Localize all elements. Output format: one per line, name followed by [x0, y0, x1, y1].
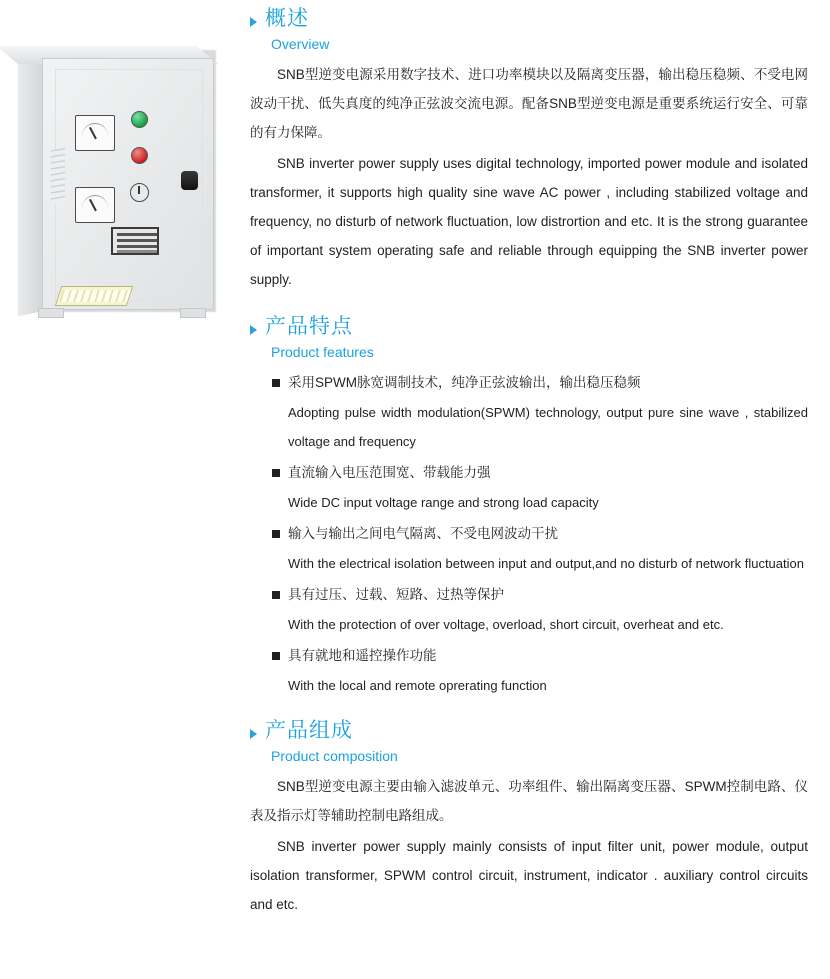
- green-indicator-lamp-icon: [131, 111, 148, 128]
- list-item: [272, 458, 808, 517]
- cabinet-foot-left: [38, 308, 64, 318]
- triangle-bullet-icon: [250, 729, 257, 739]
- feature-cn-row: [272, 458, 808, 488]
- product-photo-cabinet: [12, 40, 237, 320]
- feature-text-en: With the electrical isolation between input and output,and no disturb of network fluctuation: [288, 556, 804, 571]
- feature-text-en: With the protection of over voltage, overload, short circuit, overheat and etc.: [288, 617, 724, 632]
- list-item: [272, 519, 808, 578]
- feature-cn-row: [272, 368, 808, 398]
- terminal-block: [55, 286, 133, 306]
- section-overview: [250, 4, 808, 294]
- feature-text-cn: 采用SPWM脉宽调制技术，纯净正弦波输出，输出稳压稳频: [288, 375, 641, 390]
- selector-switch-icon: [181, 171, 198, 190]
- features-title-en: Product features: [271, 344, 374, 360]
- feature-text-cn: 具有就地和遥控操作功能: [288, 648, 437, 663]
- list-item: [272, 368, 808, 456]
- overview-paragraph-cn: SNB型逆变电源采用数字技术、进口功率模块以及隔离变压器，输出稳压稳频、不受电网波动干扰、低失真度的纯净正弦波交流电源。配备SNB型逆变电源是重要系统运行安全、可靠的有力保障。: [250, 67, 808, 140]
- composition-paragraph-en: SNB inverter power supply mainly consists of input filter unit, power module, output isolation transformer, SPWM control circuit, instrument, indicator . auxiliary control circuits and etc.: [250, 839, 808, 912]
- overview-heading-row: [250, 4, 808, 34]
- square-bullet-icon: [272, 379, 280, 387]
- list-item: [272, 580, 808, 639]
- rotary-knob-icon: [130, 183, 149, 202]
- red-indicator-lamp-icon: [131, 147, 148, 164]
- square-bullet-icon: [272, 469, 280, 477]
- overview-paragraph-en: SNB inverter power supply uses digital technology, imported power module and isolated transformer, it supports high quality sine wave AC power , including stabilized voltage and frequency, no disturb of network fluctuation, low distrortion and etc. It is the strong guarantee of important system operating safe and reliable through equipping the SNB inverter power supply.: [250, 156, 808, 287]
- overview-title-cn: 概述: [265, 7, 309, 30]
- section-product-features: [250, 312, 808, 700]
- composition-title-en: Product composition: [271, 748, 398, 764]
- feature-cn-row: [272, 519, 808, 549]
- square-bullet-icon: [272, 530, 280, 538]
- ventilation-louvers-icon: [51, 148, 65, 204]
- feature-cn-row: [272, 641, 808, 671]
- feature-text-en: With the local and remote oprerating function: [288, 678, 547, 693]
- features-list: [272, 368, 808, 700]
- square-bullet-icon: [272, 591, 280, 599]
- square-bullet-icon: [272, 652, 280, 660]
- feature-text-cn: 输入与输出之间电气隔离、不受电网波动干扰: [288, 526, 558, 541]
- content-column: [250, 0, 830, 921]
- overview-title-en: Overview: [271, 36, 330, 52]
- features-heading-row: [250, 312, 808, 342]
- section-product-composition: [250, 716, 808, 919]
- feature-text-en: Adopting pulse width modulation(SPWM) technology, output pure sine wave , stabilized voltage and frequency: [288, 405, 808, 449]
- control-panel-module: [111, 227, 159, 255]
- list-item: [272, 641, 808, 700]
- triangle-bullet-icon: [250, 325, 257, 335]
- composition-paragraph-cn: SNB型逆变电源主要由输入滤波单元、功率组件、输出隔离变压器、SPWM控制电路、仪表及指示灯等辅助控制电路组成。: [250, 779, 808, 823]
- product-image-column: [0, 0, 250, 979]
- feature-text-cn: 具有过压、过载、短路、过热等保护: [288, 587, 504, 602]
- feature-text-en: Wide DC input voltage range and strong load capacity: [288, 495, 599, 510]
- triangle-bullet-icon: [250, 17, 257, 27]
- composition-heading-row: [250, 716, 808, 746]
- composition-title-cn: 产品组成: [265, 719, 353, 742]
- features-title-cn: 产品特点: [265, 315, 353, 338]
- voltmeter-gauge: [75, 187, 115, 223]
- feature-cn-row: [272, 580, 808, 610]
- feature-text-cn: 直流输入电压范围宽、带载能力强: [288, 465, 491, 480]
- cabinet-front-panel: [42, 58, 214, 310]
- ammeter-gauge: [75, 115, 115, 151]
- cabinet-foot-right: [180, 308, 206, 318]
